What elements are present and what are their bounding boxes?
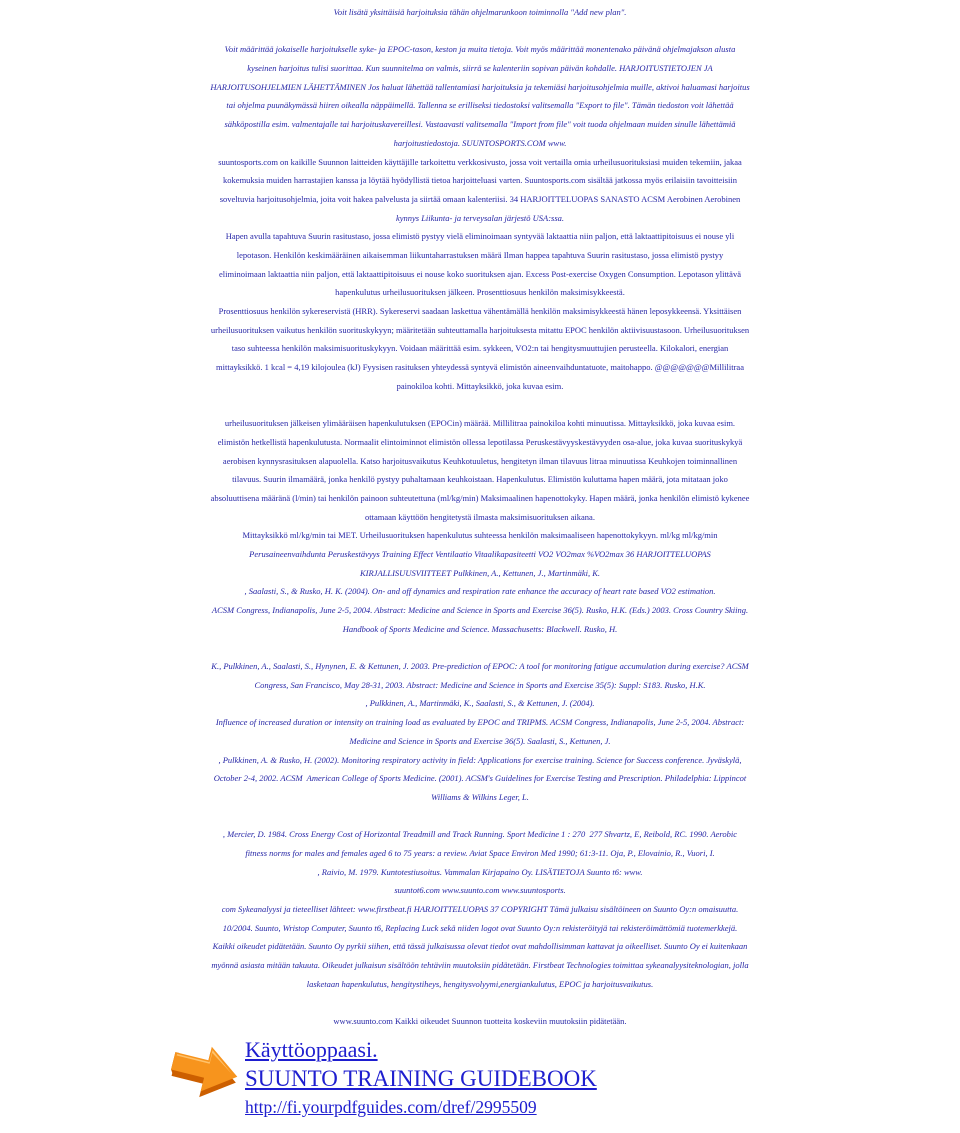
- text-line: Voit lisätä yksittäisiä harjoituksia tähän ohjelmarunkoon toiminnolla "Add new plan".: [333, 7, 627, 17]
- text-line: aerobisen kynnysrasituksen alapuolella. Katso harjoitusvaikutus Keuhkotuuletus, hengitetyn ilman tilavuus litraa minuutissa Keuhkojen toiminnallinen: [222, 455, 738, 466]
- text-line: lepotason. Henkilön keskimääräinen aikaisemman liikuntaharrastuksen määrä Ilman happea tapahtuva Suurin rasitustaso, jossa elimistö pystyy: [236, 249, 724, 260]
- text-line: Medicine and Science in Sports and Exercise 36(5). Saalasti, S., Kettunen, J.: [349, 735, 611, 746]
- text-line: ottamaan käyttöön hengitetystä ilmasta maksimisuorituksen aikana.: [365, 511, 595, 522]
- text-line: kynnys Liikunta- ja terveysalan järjestö USA:ssa.: [395, 212, 565, 223]
- text-block-footer-note: [0, 1012, 960, 1031]
- text-line: Kaikki oikeudet pidätetään. Suunto Oy pyrkii siihen, että tässä julkaisussa olevat tiedot ovat mahdollisimman kattavat ja oikeelliset. Suunto Oy ei kuitenkaan: [212, 941, 748, 952]
- text-line: soveltuvia harjoitusohjelmia, joita voit hakea palvelusta ja siirtää omaan kalenteriisi. 34 HARJOITTELUOPAS SANASTO ACSM Aerobinen Aerobinen: [219, 193, 741, 204]
- text-line: suuntosports.com on kaikille Suunnon laitteiden käyttäjille tarkoitettu verkkosivusto, jossa voit vertailla omia urheilusuorituksiasi muiden tekemiin, jakaa: [218, 156, 742, 167]
- text-line: ACSM Congress, Indianapolis, June 2-5, 2004. Abstract: Medicine and Science in Sports and Exercise 36(5). Rusko, H.K. (Eds.) 2003. Cross Country Skiing.: [211, 605, 749, 615]
- text-line: Prosenttiosuus henkilön sykereservistä (HRR). Sykereservi saadaan laskettua vähentämällä henkilön maksimisykkeestä hänen leposykkeensä. Yksittäisen: [218, 306, 742, 316]
- text-block-intro: [0, 3, 960, 22]
- text-line: kokemuksia muiden harrastajien kanssa ja löytää hyödyllistä tietoa harjoitteluasi varten. Suuntosports.com sisältää jatkossa myös erilaisiin tavoitteisiin: [223, 175, 737, 186]
- text-line: Hapen avulla tapahtuva Suurin rasitustaso, jossa elimistö pystyy vielä eliminoimaan syntyvää laktaattia niin paljon, että laktaattipitoisuus ei nouse yli: [225, 231, 735, 242]
- text-line: myönnä asiasta mitään takuuta. Oikeudet julkaisun sisältöön tehtäviin muutoksiin pidätetään. Firstbeat Technologies toimittaa sykeanalyysiteknologian, jolla: [211, 960, 749, 971]
- text-line: , Saalasti, S., & Rusko, H. K. (2004). On- and off dynamics and respiration rate enhance the accuracy of heart rate based VO2 estimation.: [244, 586, 716, 597]
- text-line: KIRJALLISUUSVIITTEET Pulkkinen, A., Kettunen, J., Martinmäki, K.: [359, 567, 601, 578]
- text-line: fitness norms for males and females aged 6 to 75 years: a review. Aviat Space Environ Med 1990; 61:3-11. Oja, P., Elovainio, R., Vuori, I.: [245, 847, 715, 858]
- text-line: urheilusuorituksen jälkeisen ylimääräisen hapenkulutuksen (EPOCin) määrää. Millilitraa painokiloa kohti minuutissa. Mittayksikkö, joka kuvaa esim.: [224, 418, 736, 429]
- text-line: urheilusuorituksen vaikutus henkilön suorituskykyyn; määritetään suhteuttamalla harjoituksesta mitattu EPOC henkilön aktiivisuustasoon. Urheilusuorituksen: [210, 324, 750, 335]
- text-line: October 2-4, 2002. ACSM American College of Sports Medicine. (2001). ACSM's Guidelines for Exercise Testing and Prescription. Philadelphia: Lippincot: [213, 773, 747, 784]
- text-line: taso suhteessa henkilön maksimisuorituskykyyn. Voidaan määrittää esim. sykkeen, VO2:n tai hengitysmuuttujien perusteella. Kilokalori, energian: [231, 343, 729, 354]
- text-block-definitions: [0, 414, 960, 638]
- text-line: 10/2004. Suunto, Wristop Computer, Suunto t6, Replacing Luck sekä niiden logot ovat Suunto Oy:n rekisteröityjä tai rekisteröimättömiä tuotemerkkejä.: [222, 922, 738, 933]
- guidebook-title-link[interactable]: SUUNTO TRAINING GUIDEBOOK: [245, 1066, 597, 1091]
- text-line: tilavuus. Suurin ilmamäärä, jonka henkilö pystyy puhaltamaan keuhkoistaan. Hapenkulutus. Elimistön kuluttama hapen määrä, jota mitataan joko: [232, 474, 728, 485]
- guide-url-link[interactable]: http://fi.yourpdfguides.com/dref/2995509: [245, 1097, 537, 1117]
- text-line: painokiloa kohti. Mittayksikkö, joka kuvaa esim.: [396, 380, 564, 391]
- text-line: mittayksikkö. 1 kcal = 4,19 kilojoulea (kJ) Fyysisen rasituksen yhteydessä syntyvä elimistön aineenvaihduntatuote, maitohappo. @@@@@@@Millilitraa: [216, 362, 744, 373]
- text-line: Voit määrittää jokaiselle harjoitukselle syke- ja EPOC-tason, keston ja muita tietoja. Voit myös määrittää monentenako päivänä ohjelmajakson alusta: [224, 44, 736, 55]
- text-line: Williams & Wilkins Leger, L.: [431, 791, 529, 802]
- text-line: Influence of increased duration or intensity on training load as evaluated by EPOC and TRIPMS. ACSM Congress, Indianapolis, June 2-5, 2004. Abstract:: [215, 717, 745, 728]
- text-line: Congress, San Francisco, May 28-31, 2003. Abstract: Medicine and Science in Sports and Exercise 35(5): Suppl: S183. Rusko, H.K.: [254, 679, 706, 690]
- text-line: harjoitustiedostoja. SUUNTOSPORTS.COM www.: [393, 137, 567, 148]
- text-line: Perusaineenvaihdunta Peruskestävyys Training Effect Ventilaatio Vitaalikapasiteetti VO2 VO2max %VO2max 36 HARJOITTELUOPAS: [249, 548, 711, 559]
- text-line: suuntot6.com www.suunto.com www.suuntosports.: [394, 885, 566, 896]
- text-line: , Mercier, D. 1984. Cross Energy Cost of Horizontal Treadmill and Track Running. Sport Medicine 1 : 270 277 Shvartz, E, Reibold, RC. 1990. Aerobic: [222, 829, 738, 840]
- text-line: lasketaan hapenkulutus, hengitystiheys, hengitysvolyymi,energiankulutus, EPOC ja harjoitusvaikutus.: [306, 978, 654, 989]
- text-line: absoluuttisena määränä (l/min) tai henkilön painoon suhteutettuna (ml/kg/min) Maksimaalinen hapenottokyky. Hapen määrä, jonka henkilön elimistö kykenee: [210, 492, 750, 503]
- text-line: eliminoimaan laktaattia niin paljon, että laktaattipitoisuus ei nouse koko suorituksen ajan. Excess Post-exercise Oxygen Consumption. Lepotason ylittävä: [219, 268, 741, 279]
- text-line: Handbook of Sports Medicine and Science. Massachusetts: Blackwell. Rusko, H.: [342, 623, 618, 634]
- text-block-copyright: [0, 825, 960, 993]
- text-line: , Pulkkinen, A. & Rusko, H. (2002). Monitoring respiratory activity in field: Applications for exercise training. Science for Success conference. Jyväskylä,: [218, 754, 742, 765]
- text-line: hapenkulutus urheilusuorituksen jälkeen. Prosenttiosuus henkilön maksimisykkeestä.: [335, 287, 625, 298]
- text-line: tai ohjelma puunäkymässä hiiren oikealla näppäimellä. Tallenna se erilliseksi tiedostoksi valitsemalla "Export to file". Tämän tiedoston voit lähettää: [226, 100, 734, 111]
- text-line: elimistön hetkellistä hapenkulutusta. Normaalit elintoiminnot elimistön ollessa lepotilassa Peruskestävyyskestävyyden osa-alue, joka kuvaa suorituskykyä: [217, 436, 743, 447]
- orange-arrow-icon: [168, 1032, 244, 1108]
- text-line: , Raivio, M. 1979. Kuntotestiusoitus. Vammalan Kirjapaino Oy. LISÄTIETOJA Suunto t6: www.: [317, 866, 643, 877]
- text-line: sähköpostilla esim. valmentajalle tai harjoituskavereillesi. Vastaavasti valitsemalla "Import from file" voit tuoda ohjelmaan muiden sinulle lähettämiä: [224, 119, 736, 130]
- text-line: HARJOITUSOHJELMIEN LÄHETTÄMINEN Jos haluat lähettää tallentamiasi harjoituksia ja tekemiäsi harjoitusohjelmia muille, aktivoi haluamasi harjoitus: [210, 81, 750, 92]
- text-line: kyseinen harjoitus tulisi suorittaa. Kun suunnitelma on valmis, siirrä se kalenteriin sopivan päivän kohdalle. HARJOITUSTIETOJEN JA: [247, 63, 713, 74]
- text-line: com Sykeanalyysi ja tieteelliset lähteet: www.firstbeat.fi HARJOITTELUOPAS 37 COPYRIGHT Tämä julkaisu sisältöineen on Suunto Oy:n omaisuutta.: [221, 904, 739, 914]
- text-block-glossary: [0, 40, 960, 395]
- manual-link[interactable]: Käyttöoppaasi.: [245, 1037, 378, 1062]
- text-line: Mittayksikkö ml/kg/min tai MET. Urheilusuorituksen hapenkulutus suhteessa henkilön maksimaaliseen hapenottokykyyn. ml/kg ml/kg/min: [242, 530, 718, 541]
- guide-links: [245, 1035, 945, 1120]
- document-body: [0, 3, 960, 1050]
- text-line: K., Pulkkinen, A., Saalasti, S., Hynynen, E. & Kettunen, J. 2003. Pre-prediction of EPOC: A tool for monitoring fatigue accumulation during exercise? ACSM: [211, 661, 749, 672]
- text-line: , Pulkkinen, A., Martinmäki, K., Saalasti, S., & Kettunen, J. (2004).: [365, 698, 595, 709]
- text-line: www.suunto.com Kaikki oikeudet Suunnon tuotteita koskeviin muutoksiin pidätetään.: [333, 1016, 627, 1027]
- text-block-references: [0, 657, 960, 807]
